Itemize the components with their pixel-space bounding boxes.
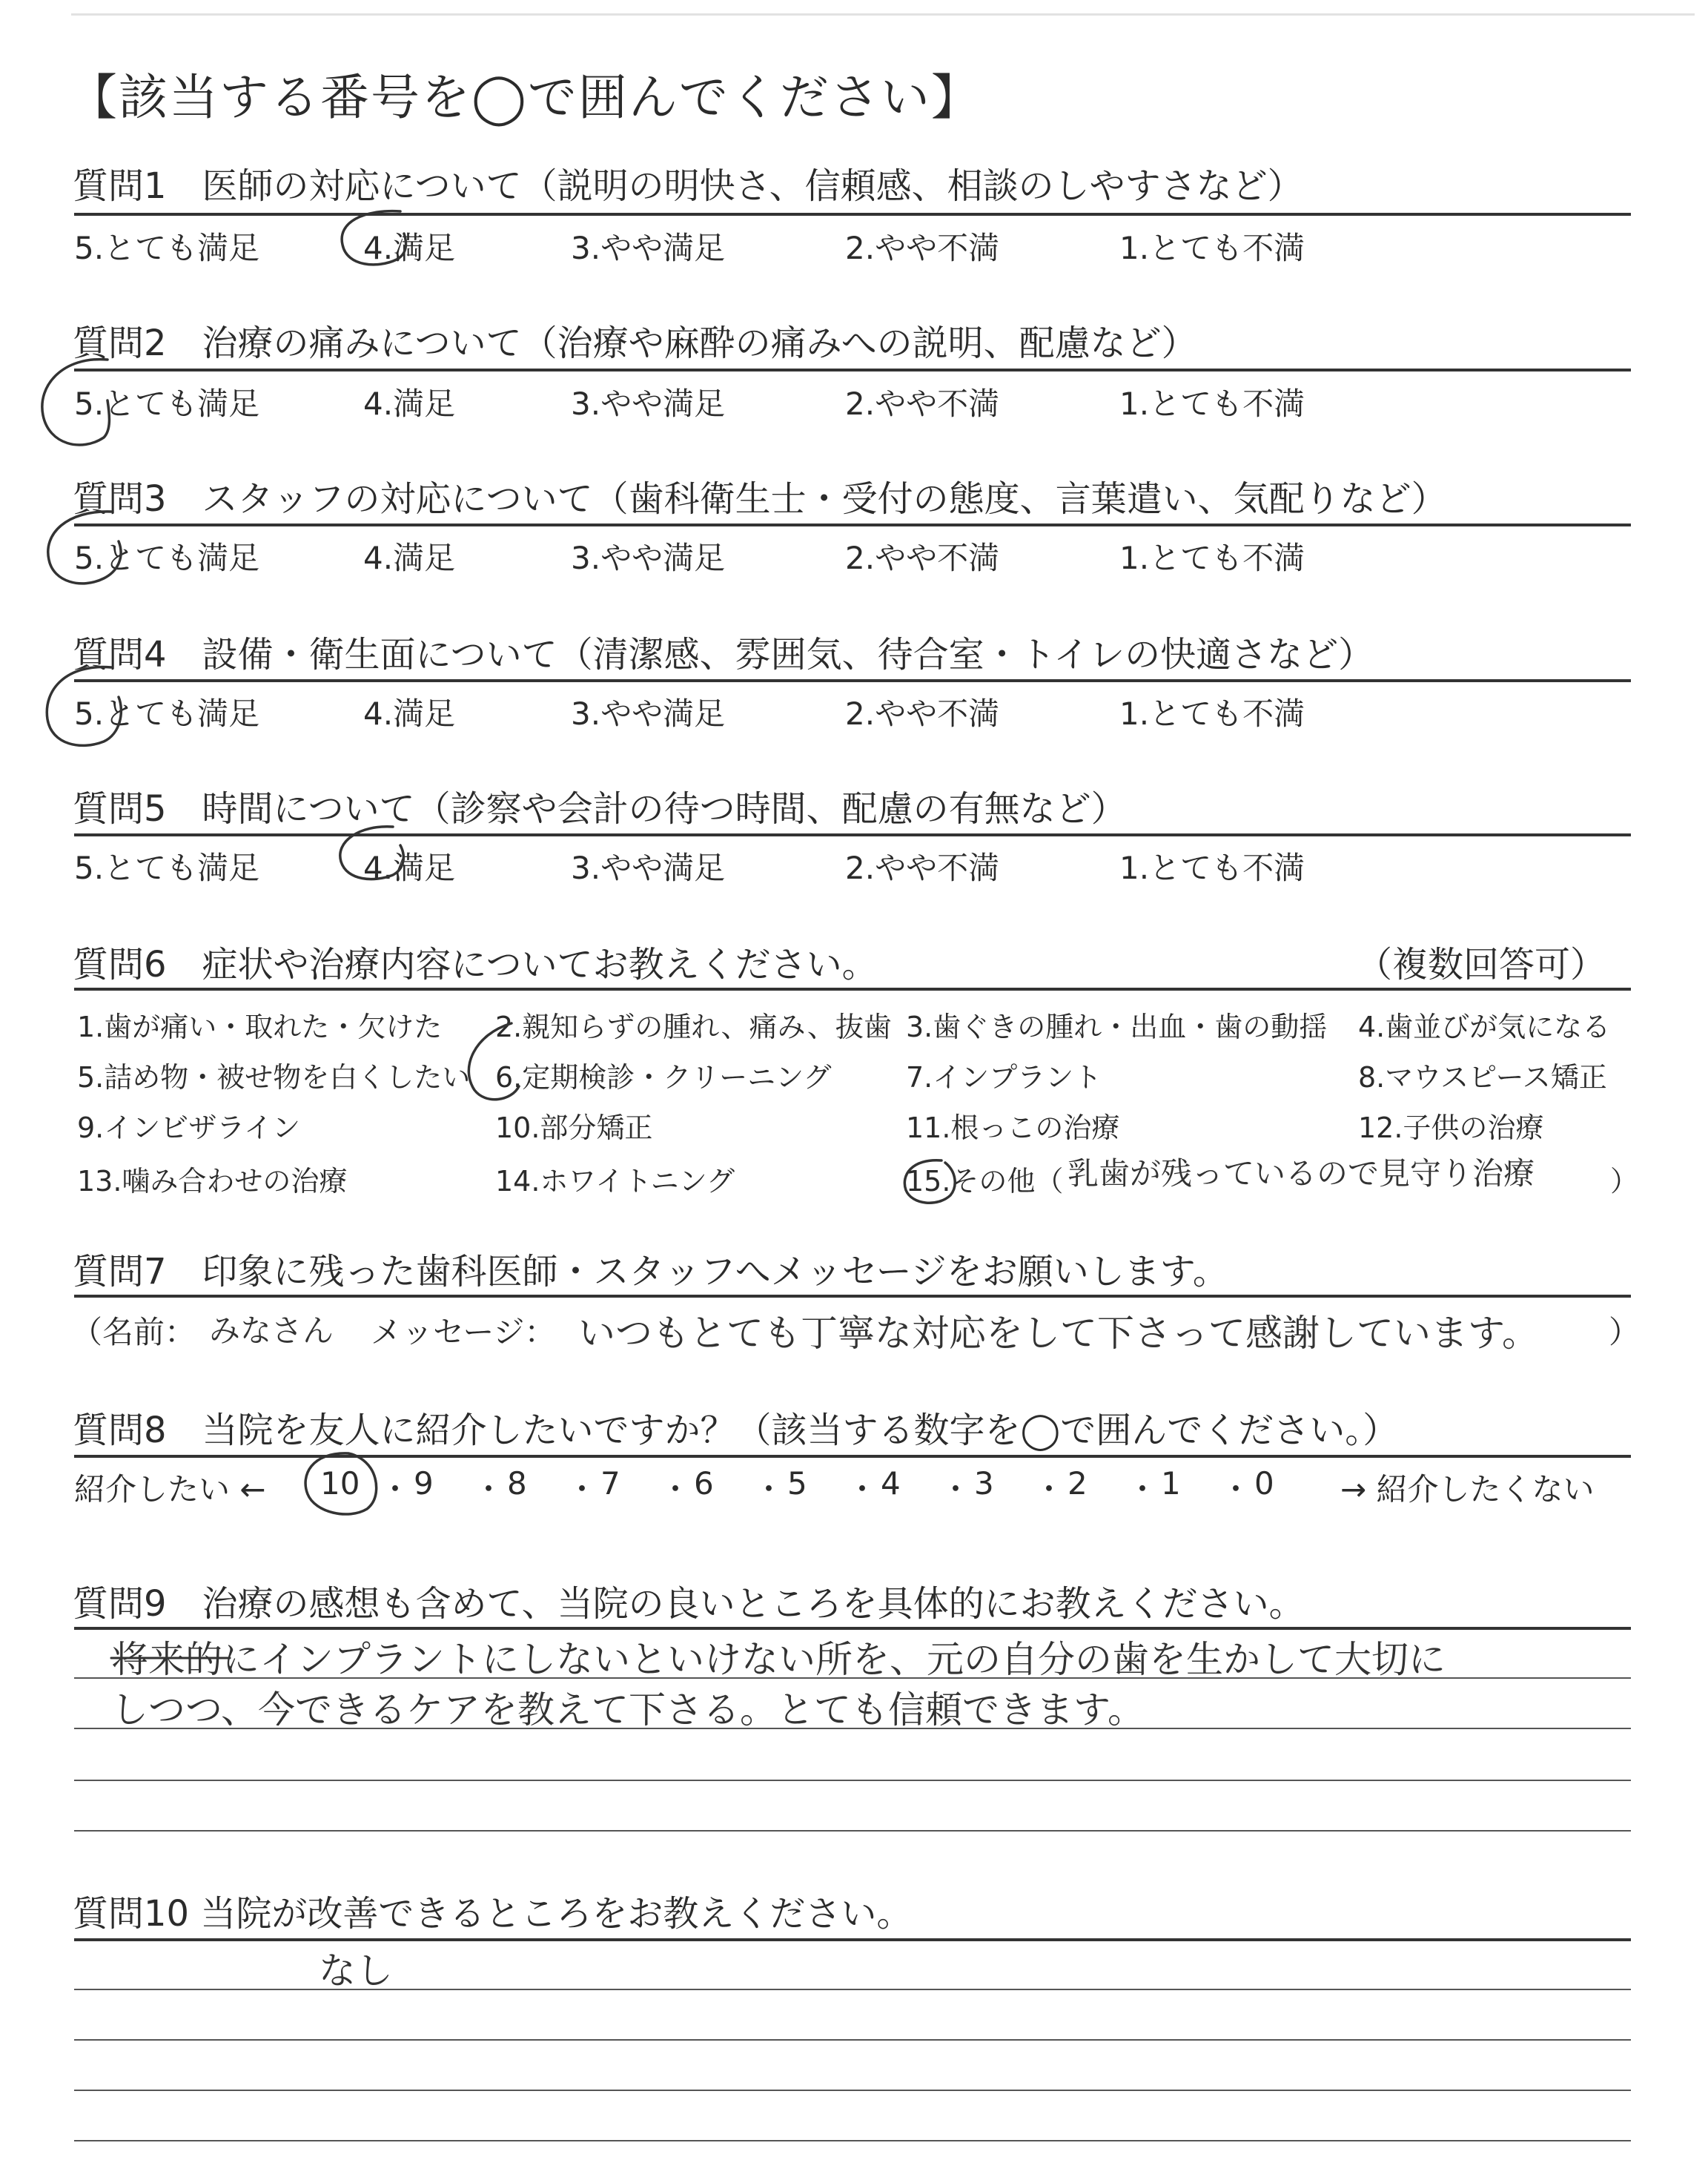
q6-option-15-circle-mark bbox=[904, 1160, 955, 1203]
q5-option-3[interactable]: 3.やや満足 bbox=[571, 850, 726, 886]
q8-scale-value-9[interactable]: 9 bbox=[414, 1465, 434, 1502]
q8-scale-value-1[interactable]: 1 bbox=[1161, 1465, 1181, 1502]
q4-option-1[interactable]: 1.とても不満 bbox=[1119, 696, 1305, 732]
q8-scale-separator: ・ bbox=[1033, 1471, 1065, 1507]
q4-option-4[interactable]: 4.満足 bbox=[363, 696, 456, 732]
q7-name-label: （名前： bbox=[71, 1314, 196, 1350]
q4-option-3[interactable]: 3.やや満足 bbox=[571, 696, 726, 732]
q2-option-4[interactable]: 4.満足 bbox=[363, 386, 456, 422]
q6-option-13[interactable]: 13.噛み合わせの治療 bbox=[77, 1165, 348, 1198]
q7-close: ） bbox=[1609, 1314, 1641, 1350]
q9-answer-line-2[interactable]: しつつ、今できるケアを教えて下さる。とても信頼できます。 bbox=[111, 1688, 1145, 1731]
q8-scale-separator: ・ bbox=[847, 1471, 878, 1507]
q7-message-label: メッセージ： bbox=[371, 1314, 556, 1350]
q7-title: 質問7 印象に残った歯科医師・スタッフへメッセージをお願いします。 bbox=[73, 1251, 1228, 1292]
q6-other-close: ） bbox=[1610, 1165, 1639, 1198]
q1-circle-mark bbox=[342, 211, 406, 265]
q5-option-4[interactable]: 4.満足 bbox=[363, 850, 456, 886]
q2-circle-mark bbox=[42, 360, 110, 445]
q8-scale-value-3[interactable]: 3 bbox=[974, 1465, 994, 1502]
q2-option-3[interactable]: 3.やや満足 bbox=[571, 386, 726, 422]
q8-scale-separator: ・ bbox=[753, 1471, 785, 1507]
q4-option-5[interactable]: 5.とても満足 bbox=[74, 696, 260, 732]
q6-option-9[interactable]: 9.インビザライン bbox=[77, 1112, 301, 1144]
q3-option-1[interactable]: 1.とても不満 bbox=[1119, 540, 1305, 576]
q5-title: 質問5 時間について（診察や会計の待つ時間、配慮の有無など） bbox=[73, 788, 1127, 830]
q8-scale-value-10[interactable]: 10 bbox=[320, 1465, 360, 1502]
q5-circle-mark bbox=[340, 827, 404, 879]
q9-answer-line-1[interactable]: 将来的にインプラントにしないといけない所を、元の自分の歯を生かして大切に bbox=[111, 1638, 1446, 1681]
page-header: 【該当する番号を◯で囲んでください】 bbox=[68, 69, 982, 126]
q3-option-4[interactable]: 4.満足 bbox=[363, 540, 456, 576]
q1-option-4[interactable]: 4.満足 bbox=[363, 230, 456, 266]
q6-option-2[interactable]: 2.親知らずの腫れ、痛み、抜歯 bbox=[495, 1011, 892, 1043]
q2-option-5[interactable]: 5.とても満足 bbox=[74, 386, 260, 422]
q8-scale-separator: ・ bbox=[380, 1471, 411, 1507]
q3-circle-mark bbox=[48, 512, 121, 584]
q6-note: （複数回答可） bbox=[1357, 944, 1606, 985]
q6-option-12[interactable]: 12.子供の治療 bbox=[1358, 1112, 1544, 1144]
q1-option-5[interactable]: 5.とても満足 bbox=[74, 230, 260, 266]
q6-option-8[interactable]: 8.マウスピース矯正 bbox=[1358, 1061, 1607, 1094]
q6-option-15[interactable]: 15.その他（ bbox=[906, 1165, 1064, 1198]
q1-title: 質問1 医師の対応について（説明の明快さ、信頼感、相談のしやすさなど） bbox=[73, 165, 1303, 207]
q6-option-14[interactable]: 14.ホワイトニング bbox=[495, 1165, 735, 1198]
q1-option-1[interactable]: 1.とても不満 bbox=[1119, 230, 1305, 266]
q3-title: 質問3 スタッフの対応について（歯科衛生士・受付の態度、言葉遣い、気配りなど） bbox=[73, 478, 1447, 520]
q10-answer[interactable]: なし bbox=[319, 1949, 393, 1992]
q5-option-1[interactable]: 1.とても不満 bbox=[1119, 850, 1305, 886]
q9-title: 質問9 治療の感想も含めて、当院の良いところを具体的にお教えください。 bbox=[73, 1583, 1305, 1625]
q6-title: 質問6 症状や治療内容についてお教えください。 bbox=[73, 944, 878, 985]
q1-option-3[interactable]: 3.やや満足 bbox=[571, 230, 726, 266]
q8-right-label: → 紹介したくない bbox=[1340, 1471, 1595, 1507]
q8-scale-value-4[interactable]: 4 bbox=[881, 1465, 901, 1502]
q8-scale-value-8[interactable]: 8 bbox=[507, 1465, 527, 1502]
q4-title: 質問4 設備・衛生面について（清潔感、雰囲気、待合室・トイレの快適さなど） bbox=[73, 634, 1374, 676]
q6-other-handwritten: 乳歯が残っているので見守り治療 bbox=[1068, 1155, 1535, 1192]
q6-option-4[interactable]: 4.歯並びが気になる bbox=[1358, 1011, 1611, 1043]
q8-scale-separator: ・ bbox=[660, 1471, 692, 1507]
q6-option-3[interactable]: 3.歯ぐきの腫れ・出血・歯の動揺 bbox=[906, 1011, 1328, 1043]
q3-option-3[interactable]: 3.やや満足 bbox=[571, 540, 726, 576]
q6-option-1[interactable]: 1.歯が痛い・取れた・欠けた bbox=[77, 1011, 443, 1043]
q8-scale-value-6[interactable]: 6 bbox=[694, 1465, 714, 1502]
q8-left-label: 紹介したい ← bbox=[74, 1471, 266, 1507]
q8-title: 質問8 当院を友人に紹介したいですか？（該当する数字を◯で囲んでください。） bbox=[73, 1410, 1399, 1451]
q8-scale-value-5[interactable]: 5 bbox=[787, 1465, 807, 1502]
q8-scale-value-7[interactable]: 7 bbox=[600, 1465, 620, 1502]
q6-option-7[interactable]: 7.インプラント bbox=[906, 1061, 1102, 1094]
q8-scale-separator: ・ bbox=[473, 1471, 505, 1507]
q6-option-6[interactable]: 6.定期検診・クリーニング bbox=[495, 1061, 832, 1094]
q2-option-2[interactable]: 2.やや不満 bbox=[845, 386, 1000, 422]
q7-message-value[interactable]: いつもとても丁寧な対応をして下さって感謝しています。 bbox=[578, 1312, 1539, 1355]
q8-scale-value-0[interactable]: 0 bbox=[1254, 1465, 1274, 1502]
q2-title: 質問2 治療の痛みについて（治療や麻酔の痛みへの説明、配慮など） bbox=[73, 323, 1197, 364]
q5-option-5[interactable]: 5.とても満足 bbox=[74, 850, 260, 886]
q10-title: 質問10 当院が改善できるところをお教えください。 bbox=[73, 1893, 913, 1935]
q8-scale-value-2[interactable]: 2 bbox=[1068, 1465, 1088, 1502]
q6-option-11[interactable]: 11.根っこの治療 bbox=[906, 1112, 1120, 1144]
q7-name-value[interactable]: みなさん bbox=[209, 1312, 334, 1349]
q8-circle-mark bbox=[305, 1453, 377, 1514]
q4-circle-mark bbox=[47, 667, 121, 746]
q2-option-1[interactable]: 1.とても不満 bbox=[1119, 386, 1305, 422]
q8-scale-separator: ・ bbox=[940, 1471, 972, 1507]
q6-option-5[interactable]: 5.詰め物・被せ物を白くしたい bbox=[77, 1061, 471, 1094]
q6-option-10[interactable]: 10.部分矯正 bbox=[495, 1112, 653, 1144]
q8-scale-separator: ・ bbox=[1220, 1471, 1252, 1507]
q3-option-5[interactable]: 5.とても満足 bbox=[74, 540, 260, 576]
q8-scale-separator: ・ bbox=[566, 1471, 598, 1507]
q6-option-6-circle-mark bbox=[469, 1023, 519, 1100]
q5-option-2[interactable]: 2.やや不満 bbox=[845, 850, 1000, 886]
q3-option-2[interactable]: 2.やや不満 bbox=[845, 540, 1000, 576]
q8-scale-separator: ・ bbox=[1127, 1471, 1159, 1507]
q4-option-2[interactable]: 2.やや不満 bbox=[845, 696, 1000, 732]
q1-option-2[interactable]: 2.やや不満 bbox=[845, 230, 1000, 266]
